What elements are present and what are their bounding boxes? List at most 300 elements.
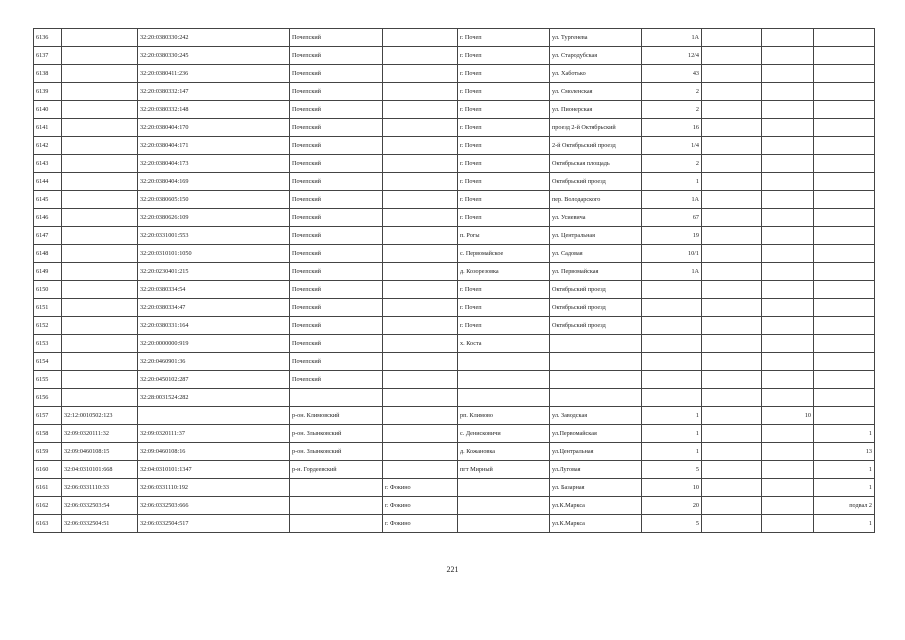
cell-cadastral-number-2: 32:20:0380404:171	[138, 137, 290, 155]
cell-house: 2	[642, 83, 702, 101]
cell-locality: г. Почеп	[458, 137, 550, 155]
cell-row-number: 6136	[34, 29, 62, 47]
cell-extra-2	[762, 515, 814, 533]
cell-extra-3	[814, 155, 875, 173]
cell-cadastral-number-1: 32:12:0010502:123	[62, 407, 138, 425]
cell-city	[383, 191, 458, 209]
cell-extra-1	[702, 101, 762, 119]
cell-house	[642, 281, 702, 299]
cell-house: 16	[642, 119, 702, 137]
table-row	[34, 407, 875, 425]
cell-street: ул.Центральная	[550, 443, 642, 461]
cell-house	[642, 299, 702, 317]
cell-city	[383, 461, 458, 479]
cell-row-number: 6163	[34, 515, 62, 533]
cell-house: 5	[642, 515, 702, 533]
cell-row-number: 6140	[34, 101, 62, 119]
cell-locality	[458, 479, 550, 497]
cell-extra-2	[762, 119, 814, 137]
cell-city	[383, 47, 458, 65]
cell-street: ул. Центральная	[550, 227, 642, 245]
cell-cadastral-number-2: 32:20:0380334:47	[138, 299, 290, 317]
cell-house: 43	[642, 65, 702, 83]
cell-row-number: 6146	[34, 209, 62, 227]
cell-street	[550, 335, 642, 353]
cell-locality: г. Почеп	[458, 155, 550, 173]
cell-locality: г. Почеп	[458, 101, 550, 119]
cell-house: 19	[642, 227, 702, 245]
cell-extra-3	[814, 65, 875, 83]
cell-city	[383, 155, 458, 173]
cell-locality: г. Почеп	[458, 281, 550, 299]
cell-extra-3	[814, 191, 875, 209]
cell-row-number: 6139	[34, 83, 62, 101]
cell-locality	[458, 497, 550, 515]
cell-extra-3	[814, 47, 875, 65]
cell-locality: д. Кожановка	[458, 443, 550, 461]
cell-cadastral-number-1	[62, 47, 138, 65]
cell-street: ул. Пионерская	[550, 101, 642, 119]
cell-cadastral-number-1	[62, 119, 138, 137]
cell-extra-2: 10	[762, 407, 814, 425]
cell-house: 12/4	[642, 47, 702, 65]
cell-house	[642, 389, 702, 407]
cell-locality: г. Почеп	[458, 83, 550, 101]
cell-extra-1	[702, 173, 762, 191]
cell-district: Почепский	[290, 101, 383, 119]
cell-row-number: 6159	[34, 443, 62, 461]
cell-extra-1	[702, 425, 762, 443]
table-row	[34, 227, 875, 245]
table-row	[34, 461, 875, 479]
cell-house	[642, 353, 702, 371]
cell-district: р-он. Злынковский	[290, 443, 383, 461]
cell-cadastral-number-1: 32:06:0331110:33	[62, 479, 138, 497]
cell-extra-1	[702, 407, 762, 425]
cell-street	[550, 353, 642, 371]
cell-extra-1	[702, 137, 762, 155]
table-row	[34, 371, 875, 389]
cell-cadastral-number-2: 32:20:0380332:148	[138, 101, 290, 119]
cell-cadastral-number-1	[62, 209, 138, 227]
cell-cadastral-number-1	[62, 299, 138, 317]
cell-district: Почепский	[290, 281, 383, 299]
cell-extra-2	[762, 83, 814, 101]
cell-row-number: 6152	[34, 317, 62, 335]
cell-locality: п. Рогы	[458, 227, 550, 245]
cell-cadastral-number-2: 32:20:0310101:1050	[138, 245, 290, 263]
cell-row-number: 6137	[34, 47, 62, 65]
cell-row-number: 6160	[34, 461, 62, 479]
cell-cadastral-number-1: 32:06:0332504:51	[62, 515, 138, 533]
cell-cadastral-number-2: 32:20:0380330:245	[138, 47, 290, 65]
cell-city	[383, 263, 458, 281]
cell-locality: г. Почеп	[458, 47, 550, 65]
cell-cadastral-number-1	[62, 371, 138, 389]
cell-district: р-он. Злынковский	[290, 425, 383, 443]
cell-row-number: 6149	[34, 263, 62, 281]
cell-cadastral-number-1	[62, 245, 138, 263]
cell-extra-3: 1	[814, 479, 875, 497]
cell-extra-1	[702, 263, 762, 281]
cell-extra-3	[814, 335, 875, 353]
cell-house	[642, 371, 702, 389]
cell-city	[383, 245, 458, 263]
cell-extra-2	[762, 389, 814, 407]
cell-district: Почепский	[290, 173, 383, 191]
cell-locality: д. Козорезовка	[458, 263, 550, 281]
cell-district	[290, 479, 383, 497]
cell-street: пер. Володарского	[550, 191, 642, 209]
cell-row-number: 6162	[34, 497, 62, 515]
table-row	[34, 155, 875, 173]
cell-extra-1	[702, 155, 762, 173]
cell-city	[383, 389, 458, 407]
cell-cadastral-number-2	[138, 407, 290, 425]
cell-extra-2	[762, 335, 814, 353]
table-row	[34, 389, 875, 407]
cell-house: 1А	[642, 263, 702, 281]
table-row	[34, 47, 875, 65]
cell-extra-1	[702, 461, 762, 479]
cell-city	[383, 425, 458, 443]
table-row	[34, 335, 875, 353]
cell-cadastral-number-2: 32:20:0380332:147	[138, 83, 290, 101]
table-row	[34, 245, 875, 263]
cell-extra-2	[762, 245, 814, 263]
cell-street: ул. Усиевича	[550, 209, 642, 227]
cell-cadastral-number-1: 32:09:0320111:32	[62, 425, 138, 443]
cell-extra-1	[702, 29, 762, 47]
cell-district: Почепский	[290, 29, 383, 47]
cell-locality: рп. Климово	[458, 407, 550, 425]
cell-extra-2	[762, 299, 814, 317]
page-number: 221	[446, 565, 459, 574]
cell-cadastral-number-2: 32:20:0380605:150	[138, 191, 290, 209]
cell-cadastral-number-2: 32:20:0000000:919	[138, 335, 290, 353]
cell-extra-3	[814, 299, 875, 317]
cell-extra-3	[814, 317, 875, 335]
cell-extra-1	[702, 353, 762, 371]
cell-extra-3	[814, 173, 875, 191]
cell-street: ул. Смоленская	[550, 83, 642, 101]
cell-street: ул. Заводская	[550, 407, 642, 425]
cell-street: ул. Хаботько	[550, 65, 642, 83]
cell-locality: х. Коста	[458, 335, 550, 353]
cell-extra-3	[814, 83, 875, 101]
cell-cadastral-number-2: 32:09:0320111:37	[138, 425, 290, 443]
cell-city	[383, 371, 458, 389]
cell-extra-2	[762, 137, 814, 155]
cell-locality: г. Почеп	[458, 65, 550, 83]
cell-cadastral-number-1	[62, 173, 138, 191]
cell-district: Почепский	[290, 65, 383, 83]
cell-district	[290, 389, 383, 407]
cell-cadastral-number-2: 32:06:0332504:517	[138, 515, 290, 533]
cell-district: Почепский	[290, 119, 383, 137]
cell-city	[383, 101, 458, 119]
cell-city	[383, 353, 458, 371]
cell-extra-3	[814, 353, 875, 371]
cell-cadastral-number-1: 32:04:0310101:668	[62, 461, 138, 479]
cell-extra-1	[702, 389, 762, 407]
table-row	[34, 191, 875, 209]
table-row	[34, 353, 875, 371]
cell-extra-2	[762, 317, 814, 335]
cell-cadastral-number-1: 32:09:0460108:15	[62, 443, 138, 461]
table-row	[34, 443, 875, 461]
cell-district: Почепский	[290, 191, 383, 209]
cell-cadastral-number-1	[62, 83, 138, 101]
cell-extra-2	[762, 101, 814, 119]
cell-cadastral-number-2: 32:20:0380404:173	[138, 155, 290, 173]
cell-extra-2	[762, 497, 814, 515]
cell-extra-3	[814, 371, 875, 389]
cell-cadastral-number-2: 32:06:0331110:192	[138, 479, 290, 497]
cell-district: Почепский	[290, 155, 383, 173]
cell-locality: г. Почеп	[458, 119, 550, 137]
cell-house: 1	[642, 407, 702, 425]
cell-city	[383, 443, 458, 461]
cell-street: ул. Тургенева	[550, 29, 642, 47]
cell-street	[550, 371, 642, 389]
cell-locality	[458, 389, 550, 407]
cell-district: Почепский	[290, 137, 383, 155]
cell-extra-1	[702, 209, 762, 227]
cell-street: Октябрьский проезд	[550, 317, 642, 335]
cell-cadastral-number-2: 32:20:0380331:164	[138, 317, 290, 335]
cell-extra-1	[702, 119, 762, 137]
cell-district: Почепский	[290, 371, 383, 389]
cell-street: ул. Базарная	[550, 479, 642, 497]
cell-house	[642, 317, 702, 335]
cell-cadastral-number-2: 32:28:0031524:282	[138, 389, 290, 407]
cell-extra-2	[762, 443, 814, 461]
cell-cadastral-number-2: 32:20:0380411:236	[138, 65, 290, 83]
registry-table	[33, 28, 875, 533]
cell-district: Почепский	[290, 335, 383, 353]
cell-extra-2	[762, 371, 814, 389]
cell-extra-3: 1	[814, 461, 875, 479]
table-row	[34, 425, 875, 443]
cell-extra-3	[814, 101, 875, 119]
table-row	[34, 299, 875, 317]
cell-locality: г. Почеп	[458, 317, 550, 335]
table-row	[34, 65, 875, 83]
cell-city	[383, 137, 458, 155]
cell-cadastral-number-2: 32:20:0380334:54	[138, 281, 290, 299]
cell-extra-1	[702, 299, 762, 317]
cell-extra-2	[762, 191, 814, 209]
cell-row-number: 6158	[34, 425, 62, 443]
cell-extra-2	[762, 65, 814, 83]
cell-cadastral-number-1	[62, 137, 138, 155]
cell-extra-2	[762, 353, 814, 371]
cell-extra-3	[814, 389, 875, 407]
cell-cadastral-number-1	[62, 227, 138, 245]
cell-extra-2	[762, 281, 814, 299]
cell-district	[290, 497, 383, 515]
table-body	[34, 29, 875, 533]
cell-house: 5	[642, 461, 702, 479]
cell-row-number: 6151	[34, 299, 62, 317]
cell-district: Почепский	[290, 83, 383, 101]
cell-city: г. Фокино	[383, 515, 458, 533]
cell-extra-2	[762, 209, 814, 227]
cell-cadastral-number-2: 32:20:0331001:553	[138, 227, 290, 245]
cell-house: 1А	[642, 29, 702, 47]
cell-row-number: 6155	[34, 371, 62, 389]
cell-extra-2	[762, 425, 814, 443]
cell-extra-3	[814, 209, 875, 227]
cell-cadastral-number-1: 32:06:0332503:54	[62, 497, 138, 515]
cell-house: 1А	[642, 191, 702, 209]
cell-extra-3	[814, 227, 875, 245]
cell-city: г. Фокино	[383, 497, 458, 515]
cell-extra-1	[702, 515, 762, 533]
cell-extra-3	[814, 119, 875, 137]
cell-city	[383, 299, 458, 317]
cell-street: Октябрьский проезд	[550, 299, 642, 317]
cell-row-number: 6161	[34, 479, 62, 497]
cell-extra-1	[702, 497, 762, 515]
cell-extra-2	[762, 461, 814, 479]
cell-city	[383, 119, 458, 137]
cell-extra-3: 1	[814, 515, 875, 533]
cell-house: 67	[642, 209, 702, 227]
cell-cadastral-number-2: 32:20:0460901:36	[138, 353, 290, 371]
cell-row-number: 6153	[34, 335, 62, 353]
cell-extra-1	[702, 227, 762, 245]
cell-cadastral-number-2: 32:06:0332503:666	[138, 497, 290, 515]
cell-house: 2	[642, 101, 702, 119]
cell-extra-2	[762, 263, 814, 281]
cell-house: 1	[642, 425, 702, 443]
cell-city: г. Фокино	[383, 479, 458, 497]
cell-cadastral-number-1	[62, 101, 138, 119]
cell-city	[383, 281, 458, 299]
cell-district: Почепский	[290, 227, 383, 245]
cell-row-number: 6143	[34, 155, 62, 173]
table-row	[34, 137, 875, 155]
cell-city	[383, 29, 458, 47]
table-row	[34, 83, 875, 101]
table-row	[34, 119, 875, 137]
cell-extra-1	[702, 479, 762, 497]
cell-district: Почепский	[290, 245, 383, 263]
cell-extra-3	[814, 281, 875, 299]
cell-row-number: 6138	[34, 65, 62, 83]
cell-district: р-он. Климовский	[290, 407, 383, 425]
cell-locality: г. Почеп	[458, 191, 550, 209]
cell-house: 1/4	[642, 137, 702, 155]
cell-city	[383, 227, 458, 245]
cell-cadastral-number-1	[62, 191, 138, 209]
table-row	[34, 515, 875, 533]
cell-street: ул. Первомайская	[550, 263, 642, 281]
cell-street: ул. Стародубская	[550, 47, 642, 65]
cell-extra-3	[814, 245, 875, 263]
cell-cadastral-number-2: 32:20:0230401:215	[138, 263, 290, 281]
cell-street: ул.Первомайская	[550, 425, 642, 443]
table-row	[34, 209, 875, 227]
table-row	[34, 317, 875, 335]
cell-extra-3	[814, 29, 875, 47]
cell-extra-3: 13	[814, 443, 875, 461]
cell-row-number: 6145	[34, 191, 62, 209]
cell-district: р-н. Гордеевский	[290, 461, 383, 479]
cell-extra-2	[762, 47, 814, 65]
cell-street	[550, 389, 642, 407]
table-row	[34, 497, 875, 515]
cell-extra-2	[762, 479, 814, 497]
cell-row-number: 6147	[34, 227, 62, 245]
table-row	[34, 173, 875, 191]
cell-locality	[458, 371, 550, 389]
cell-extra-2	[762, 227, 814, 245]
cell-row-number: 6144	[34, 173, 62, 191]
cell-cadastral-number-2: 32:20:0380626:109	[138, 209, 290, 227]
cell-city	[383, 173, 458, 191]
cell-extra-2	[762, 29, 814, 47]
cell-locality	[458, 353, 550, 371]
cell-extra-1	[702, 317, 762, 335]
cell-house: 1	[642, 443, 702, 461]
cell-locality: г. Почеп	[458, 209, 550, 227]
cell-extra-2	[762, 155, 814, 173]
cell-street: ул.Луговая	[550, 461, 642, 479]
cell-cadastral-number-2: 32:20:0380330:242	[138, 29, 290, 47]
cell-house: 1	[642, 173, 702, 191]
cell-cadastral-number-2: 32:09:0460108:16	[138, 443, 290, 461]
cell-row-number: 6142	[34, 137, 62, 155]
cell-cadastral-number-2: 32:20:0380404:169	[138, 173, 290, 191]
table-row	[34, 29, 875, 47]
cell-row-number: 6156	[34, 389, 62, 407]
cell-cadastral-number-1	[62, 353, 138, 371]
cell-row-number: 6148	[34, 245, 62, 263]
table-row	[34, 263, 875, 281]
cell-district: Почепский	[290, 299, 383, 317]
cell-extra-2	[762, 173, 814, 191]
cell-house	[642, 335, 702, 353]
cell-row-number: 6154	[34, 353, 62, 371]
cell-cadastral-number-1	[62, 281, 138, 299]
cell-cadastral-number-1	[62, 335, 138, 353]
cell-locality	[458, 515, 550, 533]
table-row	[34, 479, 875, 497]
cell-city	[383, 335, 458, 353]
cell-locality: г. Почеп	[458, 173, 550, 191]
cell-extra-1	[702, 191, 762, 209]
cell-extra-3: 1	[814, 425, 875, 443]
cell-extra-3	[814, 407, 875, 425]
cell-cadastral-number-1	[62, 263, 138, 281]
cell-district: Почепский	[290, 209, 383, 227]
cell-district: Почепский	[290, 353, 383, 371]
table-row	[34, 281, 875, 299]
cell-city	[383, 83, 458, 101]
cell-street: ул.К.Маркса	[550, 515, 642, 533]
cell-city	[383, 407, 458, 425]
cell-cadastral-number-1	[62, 29, 138, 47]
cell-extra-3: подвал 2	[814, 497, 875, 515]
cell-extra-1	[702, 83, 762, 101]
cell-extra-1	[702, 281, 762, 299]
cell-extra-1	[702, 245, 762, 263]
cell-street: 2-й Октябрьский проезд	[550, 137, 642, 155]
cell-cadastral-number-2: 32:04:0310101:1347	[138, 461, 290, 479]
